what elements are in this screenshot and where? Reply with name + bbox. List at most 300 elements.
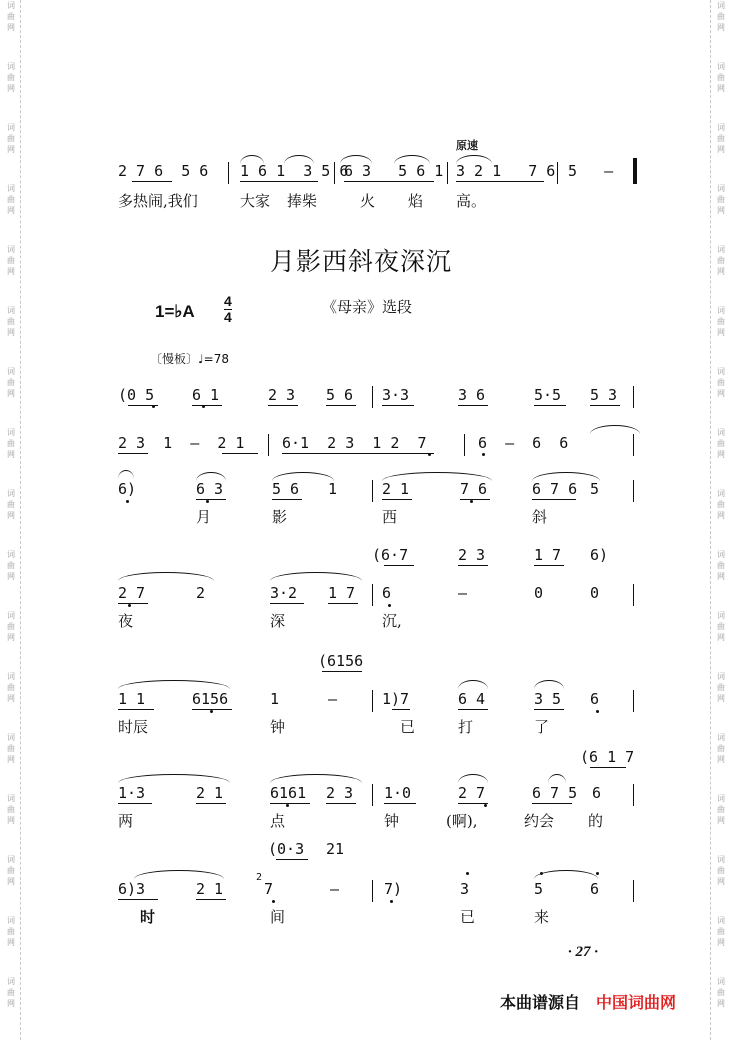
- lyric: 钟: [270, 718, 286, 736]
- watermark-char: 曲: [717, 378, 725, 387]
- note-group: (6·7: [372, 546, 409, 564]
- note-group: 3·2: [270, 584, 298, 602]
- watermark-char: 网: [7, 999, 15, 1008]
- watermark-char: 词: [7, 306, 15, 315]
- note-group: 6 7 6: [532, 480, 578, 498]
- watermark-char: 词: [7, 1, 15, 10]
- watermark-char: 网: [7, 572, 15, 581]
- tempo-marking: 〔慢板〕♩=78: [150, 352, 229, 366]
- octave-dot: [272, 900, 275, 903]
- score-line-7-above: [0, 840, 730, 880]
- lyric: 时辰: [118, 718, 149, 736]
- note-group: 5: [590, 480, 600, 498]
- note-group: 7 6: [460, 480, 488, 498]
- octave-dot: [388, 604, 391, 607]
- barline: [633, 784, 634, 806]
- note-group: —: [330, 880, 340, 898]
- note-group: 3: [460, 880, 470, 898]
- underline: [534, 405, 566, 406]
- score-line-3: [0, 480, 730, 520]
- watermark-group: [4, 305, 18, 338]
- watermark-char: 词: [717, 62, 725, 71]
- slur: [240, 155, 264, 164]
- note-group: 2: [196, 584, 206, 602]
- watermark-group: [714, 122, 728, 155]
- note-group: 2 3 1 — 2 1: [118, 434, 245, 452]
- underline: [196, 899, 226, 900]
- watermark-char: 曲: [7, 622, 15, 631]
- watermark-char: 曲: [717, 683, 725, 692]
- underline: [118, 709, 154, 710]
- lyric: 大家: [240, 192, 271, 210]
- watermark-char: 网: [7, 206, 15, 215]
- note-group: 6): [590, 546, 609, 564]
- underline: [460, 499, 490, 500]
- underline: [382, 405, 414, 406]
- note-group: 1: [328, 480, 338, 498]
- underline: [118, 899, 158, 900]
- watermark-char: 词: [717, 611, 725, 620]
- watermark-char: 网: [717, 694, 725, 703]
- octave-dot: [484, 804, 487, 807]
- underline: [132, 181, 172, 182]
- underline: [458, 565, 488, 566]
- watermark-char: 网: [717, 816, 725, 825]
- note-group: 1 7: [534, 546, 562, 564]
- lyric: 月: [196, 508, 212, 526]
- note-group: 5 6: [272, 480, 300, 498]
- octave-dot: [206, 500, 209, 503]
- watermark-char: 词: [7, 428, 15, 437]
- note-group: 1 6 1 3 5 6: [240, 162, 349, 180]
- octave-dot: [210, 710, 213, 713]
- lyric: 约会: [524, 812, 555, 830]
- underline: [534, 709, 564, 710]
- watermark-char: 曲: [717, 561, 725, 570]
- underline: [192, 405, 222, 406]
- note-group: 2 1: [196, 784, 224, 802]
- watermark-char: 曲: [7, 256, 15, 265]
- watermark-char: 曲: [717, 134, 725, 143]
- watermark-group: [4, 0, 18, 33]
- note-group: 6156: [192, 690, 229, 708]
- note-group: 1·3: [118, 784, 146, 802]
- note-group: 6 7 5: [532, 784, 578, 802]
- watermark-char: 曲: [717, 317, 725, 326]
- note-group: 6 4: [458, 690, 486, 708]
- lyric: 西: [382, 508, 398, 526]
- underline: [384, 803, 416, 804]
- watermark-char: 曲: [7, 500, 15, 509]
- note-group: —: [458, 584, 468, 602]
- octave-dot: [152, 405, 155, 408]
- watermark-char: 网: [7, 694, 15, 703]
- watermark-char: 曲: [717, 744, 725, 753]
- slur: [284, 155, 314, 164]
- lyric: 夜: [118, 612, 134, 630]
- octave-dot: [540, 872, 543, 875]
- underline: [118, 453, 148, 454]
- score-line-1: [0, 386, 730, 426]
- watermark-char: 词: [717, 184, 725, 193]
- underline: [392, 709, 410, 710]
- lyric: 沉,: [382, 612, 402, 630]
- watermark-char: 网: [717, 328, 725, 337]
- underline: [532, 499, 576, 500]
- watermark-char: 词: [7, 123, 15, 132]
- underline: [272, 499, 302, 500]
- note-group: 2 7 6 5 6: [118, 162, 209, 180]
- watermark-char: 网: [717, 938, 725, 947]
- lyric: 斜: [532, 508, 548, 526]
- watermark-char: 词: [7, 550, 15, 559]
- watermark-char: 词: [7, 489, 15, 498]
- footer-credit: [500, 990, 676, 1013]
- final-barline: [633, 158, 637, 184]
- note-group: 2 3: [268, 386, 296, 404]
- watermark-group: [714, 61, 728, 94]
- underline: [118, 803, 152, 804]
- watermark-group: [714, 244, 728, 277]
- barline: [228, 162, 229, 184]
- watermark-char: 曲: [7, 378, 15, 387]
- note-group: 6161: [270, 784, 307, 802]
- barline: [633, 386, 634, 408]
- page-number: · 27 ·: [568, 944, 598, 960]
- watermark-char: 网: [7, 938, 15, 947]
- note-group: 0: [534, 584, 544, 602]
- lyric: 影: [272, 508, 288, 526]
- watermark-char: 词: [717, 245, 725, 254]
- octave-dot: [596, 872, 599, 875]
- watermark-char: 词: [717, 733, 725, 742]
- watermark-char: 词: [7, 733, 15, 742]
- watermark-char: 曲: [717, 622, 725, 631]
- underline: [276, 859, 308, 860]
- note-group: 2 1: [196, 880, 224, 898]
- source-note: 《母亲》选段: [322, 298, 413, 316]
- note-group: 1)7: [382, 690, 410, 708]
- watermark-char: 曲: [7, 439, 15, 448]
- lyric: 已: [460, 908, 476, 926]
- watermark-char: 网: [717, 23, 725, 32]
- watermark-char: 网: [7, 389, 15, 398]
- note-group: 1 7: [328, 584, 356, 602]
- watermark-char: 曲: [7, 866, 15, 875]
- note-group: 21: [326, 840, 345, 858]
- note-group: 7): [384, 880, 403, 898]
- underline: [458, 405, 488, 406]
- barline: [633, 480, 634, 502]
- lyric: 火: [360, 192, 376, 210]
- lyric: 间: [270, 908, 286, 926]
- underline: [458, 709, 488, 710]
- note-group: (6156: [318, 652, 364, 670]
- note-group: 6·1 2 3 1 2 7: [282, 434, 427, 452]
- lyric: 捧柴: [287, 192, 318, 210]
- barline: [372, 880, 373, 902]
- note-group: 0: [590, 584, 600, 602]
- underline: [270, 803, 310, 804]
- watermark-char: 网: [7, 450, 15, 459]
- watermark-char: 词: [7, 977, 15, 986]
- barline: [334, 162, 335, 184]
- watermark-char: 曲: [717, 866, 725, 875]
- underline: [532, 803, 572, 804]
- watermark-char: 曲: [717, 73, 725, 82]
- watermark-char: 网: [717, 999, 725, 1008]
- note-group: 5 —: [568, 162, 614, 180]
- watermark-char: 词: [717, 367, 725, 376]
- watermark-char: 网: [717, 450, 725, 459]
- note-group: 3 2 1 7 6: [456, 162, 556, 180]
- watermark-char: 词: [717, 123, 725, 132]
- watermark-char: 词: [717, 306, 725, 315]
- underline: [456, 181, 544, 182]
- octave-dot: [126, 500, 129, 503]
- tie: [590, 425, 640, 434]
- note-group: 2 1: [382, 480, 410, 498]
- watermark-char: 网: [7, 511, 15, 520]
- watermark-char: 曲: [717, 500, 725, 509]
- watermark-char: 网: [717, 206, 725, 215]
- watermark-char: 曲: [7, 12, 15, 21]
- lyric: 钟: [384, 812, 400, 830]
- watermark-char: 网: [717, 84, 725, 93]
- note-group: 6 — 6 6: [478, 434, 569, 452]
- note-group: 1: [270, 690, 280, 708]
- underline: [384, 565, 414, 566]
- barline: [447, 162, 448, 184]
- underline: [590, 405, 620, 406]
- note-group: 1 1: [118, 690, 146, 708]
- watermark-char: 曲: [7, 73, 15, 82]
- watermark-char: 词: [7, 367, 15, 376]
- watermark-char: 曲: [717, 439, 725, 448]
- watermark-char: 网: [717, 633, 725, 642]
- watermark-char: 网: [717, 389, 725, 398]
- note-group: 5·5: [534, 386, 562, 404]
- score-line-5-above: [0, 652, 730, 692]
- watermark-char: 词: [7, 794, 15, 803]
- note-group: 6 3 5 6 1: [344, 162, 444, 180]
- note-group: 6)3: [118, 880, 146, 898]
- watermark-char: 词: [717, 977, 725, 986]
- octave-dot: [286, 804, 289, 807]
- note-group: 3·3: [382, 386, 410, 404]
- barline: [633, 584, 634, 606]
- watermark-char: 网: [717, 877, 725, 886]
- score-line-5: [0, 690, 730, 730]
- watermark-char: 曲: [7, 927, 15, 936]
- note-group: 5 3: [590, 386, 618, 404]
- watermark-char: 曲: [7, 561, 15, 570]
- watermark-char: 网: [717, 511, 725, 520]
- watermark-char: 词: [717, 428, 725, 437]
- note-group: 1·0: [384, 784, 412, 802]
- barline: [464, 434, 465, 456]
- watermark-char: 曲: [7, 134, 15, 143]
- underline: [118, 603, 148, 604]
- watermark-char: 曲: [7, 805, 15, 814]
- score-line-6-above: [0, 748, 730, 788]
- barline: [372, 386, 373, 408]
- note-group: 6: [590, 690, 600, 708]
- watermark-char: 网: [7, 328, 15, 337]
- key-signature: 1=♭A: [155, 302, 195, 321]
- watermark-char: 网: [717, 145, 725, 154]
- watermark-char: 网: [7, 755, 15, 764]
- watermark-char: 词: [717, 1, 725, 10]
- watermark-char: 曲: [717, 988, 725, 997]
- footer-site-name[interactable]: 中国词曲网: [596, 993, 677, 1012]
- watermark-char: 曲: [717, 195, 725, 204]
- underline: [196, 499, 226, 500]
- note-group: 6: [382, 584, 392, 602]
- barline: [557, 162, 558, 184]
- note-group: 5 6: [326, 386, 354, 404]
- watermark-char: 词: [7, 611, 15, 620]
- underline: [590, 767, 626, 768]
- underline: [344, 181, 434, 182]
- watermark-char: 曲: [7, 317, 15, 326]
- octave-dot: [482, 453, 485, 456]
- watermark-char: 词: [717, 489, 725, 498]
- lyric: (啊),: [446, 812, 478, 830]
- watermark-char: 词: [7, 184, 15, 193]
- watermark-char: 曲: [717, 805, 725, 814]
- watermark-char: 网: [717, 572, 725, 581]
- time-signature: [224, 294, 232, 325]
- octave-dot: [466, 872, 469, 875]
- underline: [196, 803, 226, 804]
- watermark-char: 曲: [717, 256, 725, 265]
- underline: [328, 603, 358, 604]
- underline: [326, 405, 356, 406]
- lyric: 高。: [456, 192, 487, 210]
- underline: [326, 803, 356, 804]
- watermark-group: [4, 976, 18, 1009]
- score-line-2: [0, 434, 730, 474]
- lyric: 多热闹,我们: [118, 192, 198, 210]
- score-line-6: [0, 784, 730, 824]
- underline: [222, 453, 258, 454]
- score-line-4: [0, 584, 730, 624]
- watermark-char: 网: [7, 877, 15, 886]
- barline: [633, 690, 634, 712]
- watermark-char: 曲: [7, 988, 15, 997]
- lyric: 来: [534, 908, 550, 926]
- watermark-group: [4, 61, 18, 94]
- lyric: 点: [270, 812, 286, 830]
- tempo-mark-yuansu: 原速: [456, 139, 478, 152]
- octave-dot: [470, 500, 473, 503]
- watermark-char: 网: [7, 145, 15, 154]
- watermark-char: 曲: [7, 195, 15, 204]
- octave-dot: [596, 710, 599, 713]
- note-group: 6: [590, 880, 600, 898]
- watermark-char: 词: [717, 916, 725, 925]
- watermark-char: 词: [7, 245, 15, 254]
- underline: [322, 671, 362, 672]
- score-line-4-above: [0, 546, 730, 586]
- underline: [270, 603, 304, 604]
- note-group: (6 1 7: [580, 748, 635, 766]
- note-group: (0 5: [118, 386, 155, 404]
- octave-dot: [390, 900, 393, 903]
- watermark-char: 网: [717, 267, 725, 276]
- watermark-group: [714, 976, 728, 1009]
- watermark-char: 网: [7, 267, 15, 276]
- octave-dot: [128, 604, 131, 607]
- watermark-char: 曲: [717, 927, 725, 936]
- slur: [340, 155, 372, 164]
- underline: [240, 181, 318, 182]
- slur: [456, 155, 492, 164]
- watermark-group: [4, 244, 18, 277]
- lyric: 已: [400, 718, 416, 736]
- lyric: 时: [140, 908, 156, 926]
- note-group: 7: [264, 880, 274, 898]
- underline: [282, 453, 434, 454]
- barline: [633, 434, 634, 456]
- barline: [268, 434, 269, 456]
- lyric: 了: [534, 718, 550, 736]
- lyric: 焰: [408, 192, 424, 210]
- lyric: 深: [270, 612, 286, 630]
- song-title: 月影西斜夜深沉: [270, 247, 453, 276]
- watermark-char: 词: [717, 794, 725, 803]
- note-group: (0·3: [268, 840, 305, 858]
- watermark-char: 词: [7, 672, 15, 681]
- watermark-char: 曲: [7, 683, 15, 692]
- barline: [633, 880, 634, 902]
- note-group: 5: [534, 880, 544, 898]
- watermark-char: 网: [7, 816, 15, 825]
- grace-note: 2: [256, 872, 263, 883]
- watermark-char: 词: [7, 916, 15, 925]
- watermark-char: 词: [7, 62, 15, 71]
- underline: [268, 405, 298, 406]
- watermark-group: [714, 305, 728, 338]
- slur: [394, 155, 430, 164]
- note-group: 6 1: [192, 386, 220, 404]
- watermark-char: 词: [717, 550, 725, 559]
- watermark-char: 曲: [717, 12, 725, 21]
- note-group: 2 3: [326, 784, 354, 802]
- footer-source-label: 本曲谱源自: [500, 993, 581, 1012]
- note-group: 2 3: [458, 546, 486, 564]
- underline: [534, 565, 564, 566]
- watermark-char: 词: [717, 672, 725, 681]
- watermark-char: 词: [717, 855, 725, 864]
- watermark-char: 网: [7, 633, 15, 642]
- lyric: 两: [118, 812, 134, 830]
- octave-dot: [428, 453, 431, 456]
- barline: [372, 480, 373, 502]
- lyric: 的: [588, 812, 604, 830]
- meter-top: 4: [224, 293, 232, 309]
- watermark-group: [714, 0, 728, 33]
- note-group: 2 7: [118, 584, 146, 602]
- watermark-char: 网: [717, 755, 725, 764]
- watermark-char: 词: [7, 855, 15, 864]
- watermark-group: [4, 122, 18, 155]
- barline: [372, 584, 373, 606]
- watermark-char: 网: [7, 23, 15, 32]
- barline: [372, 784, 373, 806]
- note-group: 2 7: [458, 784, 486, 802]
